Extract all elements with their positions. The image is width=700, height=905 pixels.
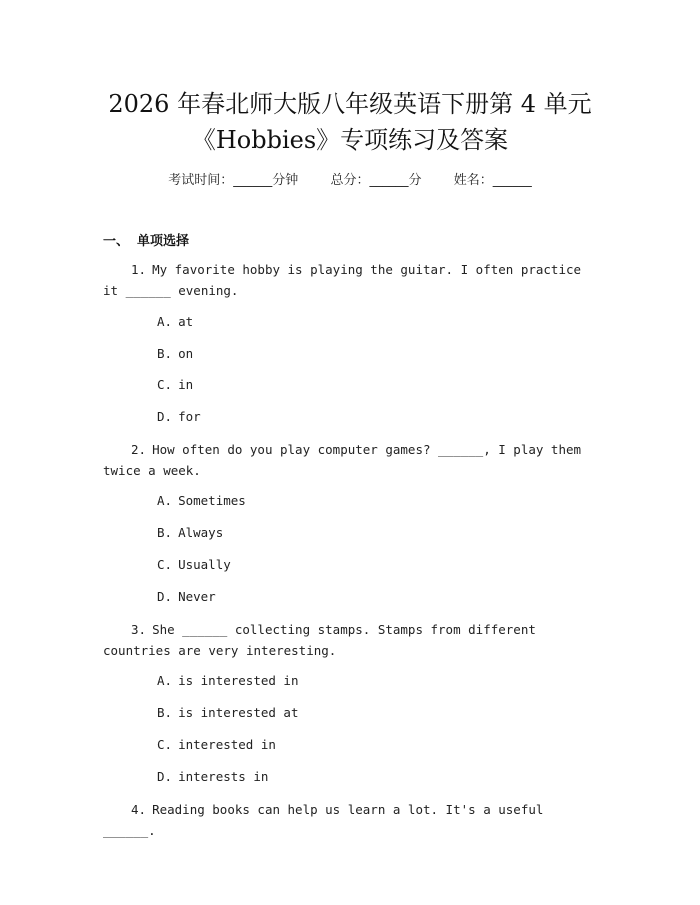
question-number: 3. <box>131 622 147 637</box>
document-title-line2: 《Hobbies》专项练习及答案 <box>191 126 509 154</box>
exam-info <box>0 169 700 188</box>
option: B. Always <box>157 525 224 540</box>
question-number: 2. <box>131 442 147 457</box>
question-3 <box>103 619 593 661</box>
option: B. on <box>157 346 194 361</box>
question-2 <box>103 439 593 481</box>
option: C. in <box>157 377 194 392</box>
section-title: 单项选择 <box>137 234 190 249</box>
question-number: 1. <box>131 262 147 277</box>
option: D. interests in <box>157 769 269 784</box>
section-heading <box>103 230 189 249</box>
question-number: 4. <box>131 802 147 817</box>
option: C. interested in <box>157 737 276 752</box>
option: D. for <box>157 409 201 424</box>
exam-time: 考试时间：______分钟 <box>168 173 299 188</box>
option: C. Usually <box>157 557 231 572</box>
section-number: 一、 <box>103 234 130 249</box>
question-text: My favorite hobby is playing the guitar. I often practice it ______ evening. <box>103 262 582 298</box>
document-title-line1: 2026 年春北师大版八年级英语下册第 4 单元 <box>108 90 592 118</box>
option: D. Never <box>157 589 216 604</box>
option: A. at <box>157 314 194 329</box>
option: B. is interested at <box>157 705 299 720</box>
question-1 <box>103 259 593 301</box>
option: A. is interested in <box>157 673 299 688</box>
question-text: She ______ collecting stamps. Stamps from different countries are very interesting. <box>103 622 536 658</box>
question-text: How often do you play computer games? ______, I play them twice a week. <box>103 442 582 478</box>
student-name: 姓名：______ <box>453 173 532 188</box>
total-score: 总分：______分 <box>330 173 422 188</box>
question-4 <box>103 799 593 841</box>
question-text: Reading books can help us learn a lot. It's a useful ______. <box>103 802 544 838</box>
option: A. Sometimes <box>157 493 246 508</box>
